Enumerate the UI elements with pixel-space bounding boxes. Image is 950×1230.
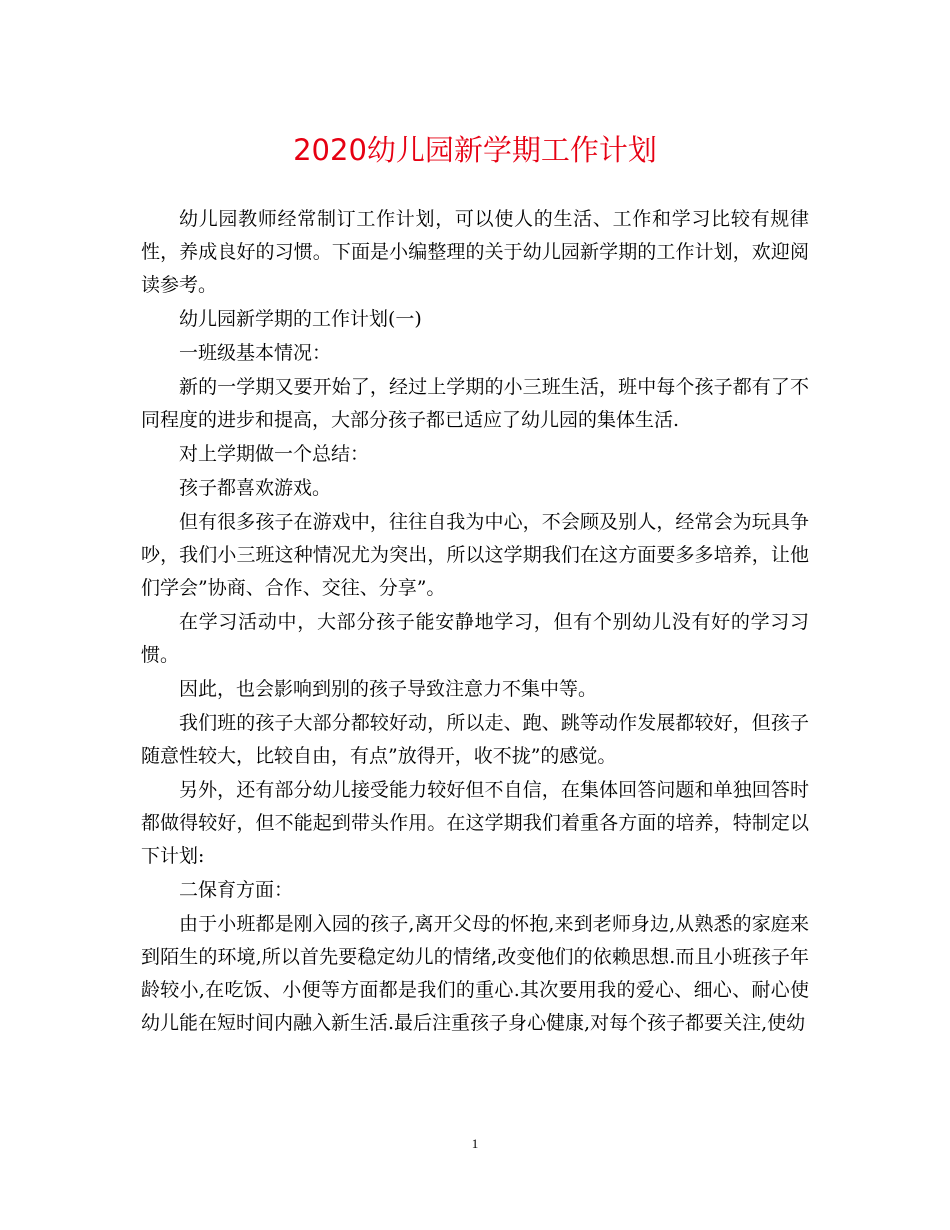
paragraph: 由于小班都是刚入园的孩子,离开父母的怀抱,来到老师身边,从熟悉的家庭来到陌生的环境,所以首先要稳定幼儿的情绪,改变他们的依赖思想.而且小班孩子年龄较小,在吃饭、小便等方面都是我们的重心.其次要用我的爱心、细心、耐心使幼儿能在短时间内融入新生活.最后注重孩子身心健康,对每个孩子都要关注,使幼 bbox=[141, 913, 809, 1034]
paragraph: 幼儿园新学期的工作计划(一) bbox=[179, 308, 422, 330]
document-title: 2020幼儿园新学期工作计划 bbox=[293, 133, 657, 167]
paragraph: 二保育方面： bbox=[179, 879, 294, 901]
paragraph: 在学习活动中，大部分孩子能安静地学习，但有个别幼儿没有好的学习习惯。 bbox=[141, 611, 809, 666]
document-body bbox=[141, 203, 809, 1041]
paragraph: 一班级基本情况： bbox=[179, 342, 332, 364]
paragraph: 幼儿园教师经常制订工作计划，可以使人的生活、工作和学习比较有规律性，养成良好的习惯。下面是小编整理的关于幼儿园新学期的工作计划，欢迎阅读参考。 bbox=[141, 208, 809, 296]
paragraph: 新的一学期又要开始了，经过上学期的小三班生活，班中每个孩子都有了不同程度的进步和提高，大部分孩子都已适应了幼儿园的集体生活. bbox=[141, 376, 809, 431]
paragraph: 我们班的孩子大部分都较好动，所以走、跑、跳等动作发展都较好，但孩子随意性较大，比较自由，有点”放得开，收不拢”的感觉。 bbox=[141, 712, 809, 767]
paragraph: 因此，也会影响到别的孩子导致注意力不集中等。 bbox=[179, 678, 598, 700]
page-number: 1 bbox=[471, 1136, 479, 1151]
paragraph: 孩子都喜欢游戏。 bbox=[179, 477, 332, 499]
paragraph: 另外，还有部分幼儿接受能力较好但不自信，在集体回答问题和单独回答时都做得较好，但不能起到带头作用。在这学期我们着重各方面的培养，特制定以下计划: bbox=[141, 779, 809, 867]
paragraph: 对上学期做一个总结： bbox=[179, 443, 370, 465]
paragraph: 但有很多孩子在游戏中，往往自我为中心，不会顾及别人，经常会为玩具争吵，我们小三班这种情况尤为突出，所以这学期我们在这方面要多多培养，让他们学会”协商、合作、交往、分享”。 bbox=[141, 511, 809, 599]
